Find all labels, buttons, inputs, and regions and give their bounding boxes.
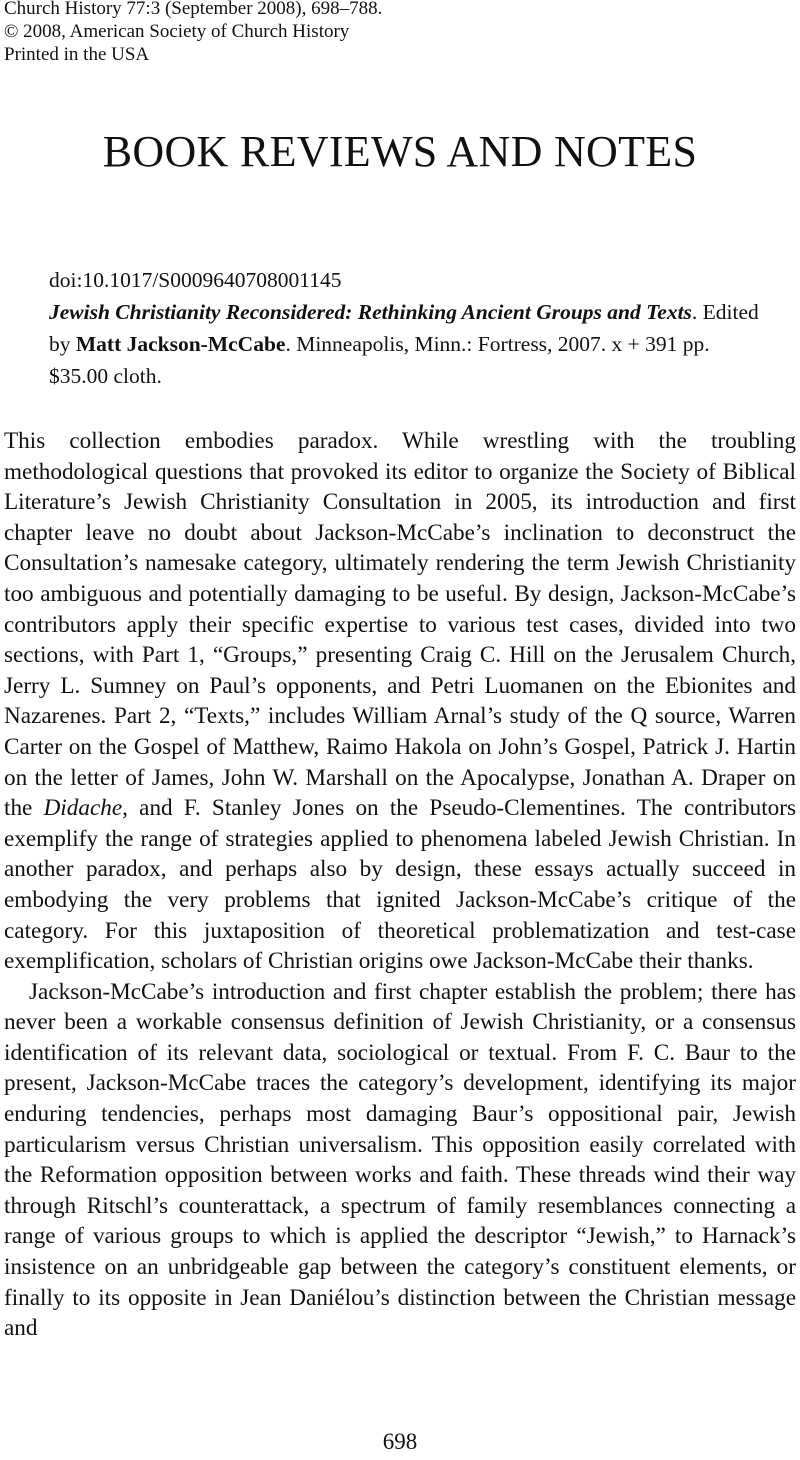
journal-masthead <box>4 0 382 66</box>
doi-link[interactable]: doi:10.1017/S0009640708001145 <box>49 268 342 292</box>
book-citation <box>49 264 764 392</box>
review-body <box>4 426 796 1344</box>
book-title: Jewish Christianity Reconsidered: Rethinking Ancient Groups and Texts <box>49 300 692 324</box>
copyright-line: © 2008, American Society of Church History <box>4 21 350 42</box>
editor-name: Matt Jackson-McCabe <box>75 332 286 356</box>
paragraph-text: This collection embodies paradox. While wrestling with the troubling methodological questions that provoked its editor to organize the Society of Biblical Literature’s Jewish Christianity Consultation in 2005, its introduction and first chapter leave no doubt about Jackson-McCabe’s inclination to deconstruct the Consultation’s namesake category, ultimately rendering the term Jewish Christianity too ambiguous and potentially damaging to be useful. By design, Jackson-McCabe’s contributors apply their specific expertise to various test cases, divided into two sections, with Part 1, “Groups,” presenting Craig C. Hill on the Jerusalem Church, Jerry L. Sumney on Paul’s opponents, and Petri Luomanen on the Ebionites and Nazarenes. Part 2, “Texts,” includes William Arnal’s study of the Q source, Warren Carter on the Gospel of Matthew, Raimo Hakola on John’s Gospel, Patrick J. Hartin on the letter of James, John W. Marshall on the Apocalypse, Jonathan A. Draper on the <box>4 428 796 822</box>
journal-citation-line: Church History 77:3 (September 2008), 698–788. <box>4 0 383 19</box>
section-title: BOOK REVIEWS AND NOTES <box>102 127 698 176</box>
page-number: 698 <box>382 1429 418 1454</box>
italic-work-title: Didache <box>43 795 123 822</box>
printed-line: Printed in the USA <box>4 44 150 65</box>
paragraph-text: , and F. Stanley Jones on the Pseudo-Clementines. The contributors exemplify the range of strategies applied to phenomena labeled Jewish Christian. In another paradox, and perhaps also by design, these essays actually succeed in embodying the very problems that ignited Jackson-McCabe’s critique of the category. For this juxtaposition of theoretical problematization and test-case exemplification, scholars of Christian origins owe Jackson-McCabe their thanks. <box>4 795 796 975</box>
publication-details: . Minneapolis, Minn.: Fortress, 2007. x + 391 pp. $35.00 cloth. <box>49 332 710 388</box>
edited-by-text: . Edited by <box>49 300 759 356</box>
review-paragraph-1 <box>4 426 796 977</box>
review-paragraph-2: Jackson-McCabe’s introduction and first chapter establish the problem; there has never been a workable consensus definition of Jewish Christianity, or a consensus identification of its relevant data, sociological or textual. From F. C. Baur to the present, Jackson-McCabe traces the category’s development, identifying its major enduring tendencies, perhaps most damaging Baur’s oppositional pair, Jewish particularism versus Christian universalism. This opposition easily correlated with the Reformation opposition between works and faith. These threads wind their way through Ritschl’s counterattack, a spectrum of family resemblances connecting a range of various groups to which is applied the descriptor “Jewish,” to Harnack’s insistence on an unbridgeable gap between the category’s constituent elements, or finally to its opposite in Jean Daniélou’s distinction between the Christian message and <box>4 978 796 1342</box>
